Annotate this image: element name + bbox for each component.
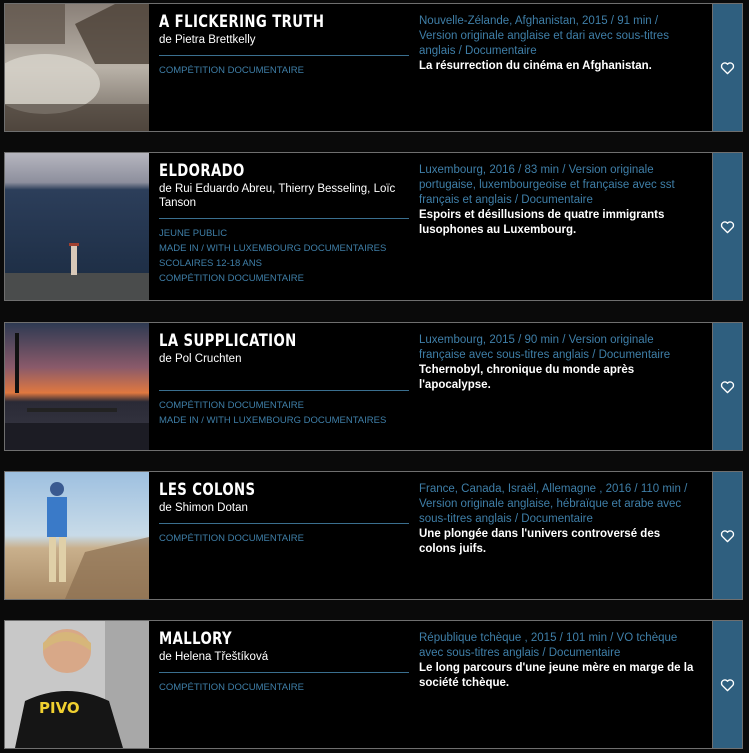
film-pitch: Tchernobyl, chronique du monde après l'apocalypse. xyxy=(419,364,635,391)
divider xyxy=(159,523,409,524)
film-title[interactable]: MALLORY xyxy=(159,629,232,649)
film-tech-details: France, Canada, Israël, Allemagne , 2016 / 110 min / Version originale anglaise, hébraïque et arabe avec sous-titres anglais / Documentaire xyxy=(419,483,688,525)
film-director: de Rui Eduardo Abreu, Thierry Besseling, Loïc Tanson xyxy=(159,183,396,209)
film-thumbnail[interactable] xyxy=(5,621,149,748)
film-director: de Pietra Brettkelly xyxy=(159,34,256,46)
film-pitch: Une plongée dans l'univers controversé des colons juifs. xyxy=(419,528,661,555)
film-thumbnail[interactable] xyxy=(5,323,149,450)
film-title[interactable]: A FLICKERING TRUTH xyxy=(159,12,325,32)
shirt-text: PIVO xyxy=(39,699,80,717)
favorite-button[interactable] xyxy=(712,472,742,599)
film-category: SCOLAIRES 12-18 ANS xyxy=(159,258,262,269)
favorite-button[interactable] xyxy=(712,323,742,450)
film-title[interactable]: LES COLONS xyxy=(159,480,256,500)
film-category: JEUNE PUBLIC xyxy=(159,228,228,239)
film-tech-details: République tchèque , 2015 / 101 min / VO tchèque avec sous-titres anglais / Documentaire xyxy=(419,632,678,659)
film-category: COMPÉTITION DOCUMENTAIRE xyxy=(159,273,304,284)
film-card[interactable] xyxy=(4,3,743,132)
favorite-button[interactable] xyxy=(712,153,742,300)
film-pitch: Le long parcours d'une jeune mère en marge de la société tchèque. xyxy=(419,662,694,689)
heart-outline-icon xyxy=(720,220,735,234)
film-director: de Helena Třeštíková xyxy=(159,651,269,663)
film-card[interactable] xyxy=(4,152,743,301)
film-thumbnail[interactable] xyxy=(5,472,149,599)
film-pitch: La résurrection du cinéma en Afghanistan. xyxy=(419,60,652,72)
film-title[interactable]: LA SUPPLICATION xyxy=(159,331,297,351)
heart-outline-icon xyxy=(720,380,735,394)
film-tech-details: Luxembourg, 2015 / 90 min / Version originale française avec sous-titres anglais / Documentaire xyxy=(419,334,671,361)
film-category: COMPÉTITION DOCUMENTAIRE xyxy=(159,65,304,76)
heart-outline-icon xyxy=(720,61,735,75)
favorite-button[interactable] xyxy=(712,4,742,131)
film-category: MADE IN / WITH LUXEMBOURG DOCUMENTAIRES xyxy=(159,415,387,426)
divider xyxy=(159,218,409,219)
divider xyxy=(159,390,409,391)
film-category: COMPÉTITION DOCUMENTAIRE xyxy=(159,533,304,544)
divider xyxy=(159,55,409,56)
film-title[interactable]: ELDORADO xyxy=(159,161,245,181)
favorite-button[interactable] xyxy=(712,621,742,748)
film-tech-details: Nouvelle-Zélande, Afghanistan, 2015 / 91 min / Version originale anglaise et dari avec sous-titres anglais / Documentaire xyxy=(419,15,669,57)
film-category: COMPÉTITION DOCUMENTAIRE xyxy=(159,400,304,411)
film-director: de Shimon Dotan xyxy=(159,502,248,514)
film-category: MADE IN / WITH LUXEMBOURG DOCUMENTAIRES xyxy=(159,243,387,254)
heart-outline-icon xyxy=(720,678,735,692)
heart-outline-icon xyxy=(720,529,735,543)
film-card[interactable] xyxy=(4,471,743,600)
film-director: de Pol Cruchten xyxy=(159,353,242,365)
film-thumbnail[interactable] xyxy=(5,4,149,131)
film-thumbnail[interactable] xyxy=(5,153,149,300)
film-card[interactable] xyxy=(4,620,743,749)
film-tech-details: Luxembourg, 2016 / 83 min / Version originale portugaise, luxembourgeoise et française avec sst français et anglais / Documentaire xyxy=(419,164,675,206)
film-card[interactable] xyxy=(4,322,743,451)
film-category: COMPÉTITION DOCUMENTAIRE xyxy=(159,682,304,693)
film-pitch: Espoirs et désillusions de quatre immigrants lusophones au Luxembourg. xyxy=(419,209,665,236)
divider xyxy=(159,672,409,673)
